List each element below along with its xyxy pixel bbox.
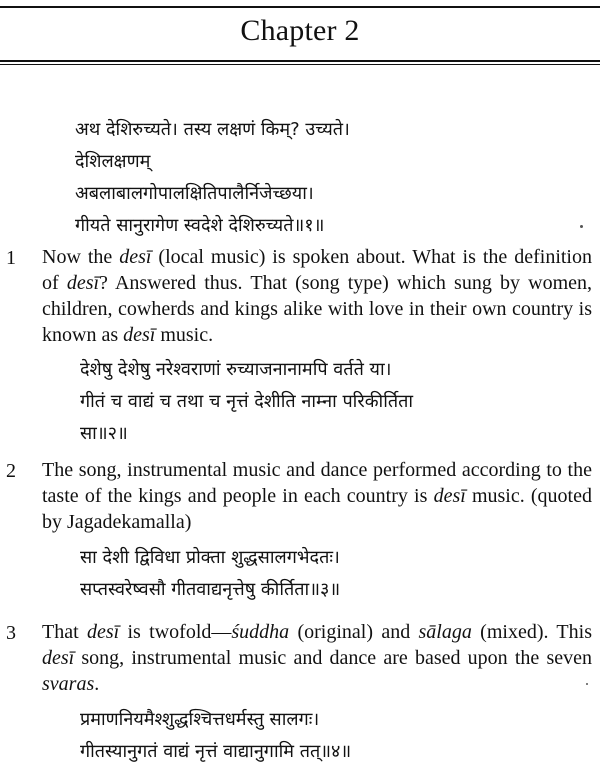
paragraph-text: The song, instrumental music and dance performed according to the taste of the kings and people in each country is [42, 459, 592, 507]
translation-paragraph [42, 619, 592, 697]
chapter-title: Chapter 2 [240, 14, 360, 47]
paragraph-text: music. [155, 324, 214, 346]
paragraph-text: Now the [42, 246, 120, 268]
print-speck [586, 683, 588, 685]
sanskrit-line: सप्तस्वरेष्वसौ गीतवाद्यनृत्तेषु कीर्तिता॥३॥ [80, 579, 341, 600]
sanskrit-verse-1 [75, 114, 585, 242]
sanskrit-line: गीतं च वाद्यं च तथा च नृत्तं देशीति नाम्ना परिकीर्तिता [80, 391, 414, 412]
paragraph-text: is twofold— [119, 621, 232, 643]
paragraph-text: ? Answered thus. That (song type) which sung by women, children, cowherds and kings alike with love in their own country is known as [42, 272, 592, 346]
title-rule [0, 60, 600, 62]
italic-term: desī [86, 621, 120, 643]
sanskrit-line: अबलाबालगोपालक्षितिपालैर्निजेच्छया। [75, 183, 314, 204]
paragraph-text: song, instrumental music and dance are based upon the seven [74, 647, 592, 669]
paragraph-text: (mixed). This [471, 621, 592, 643]
italic-term: desī [66, 272, 100, 294]
paragraph-text: (original) and [289, 621, 419, 643]
italic-term: śuddha [231, 621, 290, 643]
italic-term: sālaga [418, 621, 472, 643]
sanskrit-line: सा॥२॥ [80, 423, 128, 444]
sanskrit-line: देशेषु देशेषु नरेश्वराणां रुच्याजनानामपि वर्तते या। [80, 359, 392, 380]
italic-term: desī [433, 485, 466, 507]
paragraph-text: (local music) is spoken about. What is the definition of [42, 246, 592, 294]
italic-term: desī [42, 647, 75, 669]
verse-number: 2 [6, 460, 16, 482]
print-speck [580, 225, 583, 228]
paragraph-text: music. (quoted by Jagadekamalla) [42, 485, 592, 533]
paragraph-text: . [94, 673, 100, 695]
sanskrit-line: देशिलक्षणम् [75, 151, 151, 172]
sanskrit-verse-3 [80, 542, 590, 606]
verse-number: 1 [6, 247, 16, 269]
italic-term: svaras [42, 673, 95, 695]
sanskrit-line: गीयते सानुरागेण स्वदेशे देशिरुच्यते॥१॥ [75, 215, 325, 236]
sanskrit-verse-2 [80, 354, 590, 450]
sanskrit-verse-4 [80, 704, 590, 768]
title-rule-thin [0, 64, 600, 65]
top-rule [0, 6, 600, 8]
italic-term: desī [123, 324, 156, 346]
italic-term: desī [119, 246, 152, 268]
sanskrit-line: अथ देशिरुच्यते। तस्य लक्षणं किम्? उच्यते। [75, 119, 350, 140]
translation-paragraph [42, 244, 592, 348]
verse-number: 3 [6, 622, 16, 644]
translation-paragraph [42, 457, 592, 535]
paragraph-text: That [42, 621, 87, 643]
sanskrit-line: प्रमाणनियमैश्शुद्धश्चित्तधर्मस्तु सालगः। [80, 709, 320, 730]
sanskrit-line: गीतस्यानुगतं वाद्यं नृत्तं वाद्यानुगामि तत्॥४॥ [80, 741, 352, 762]
sanskrit-line: सा देशी द्विविधा प्रोक्ता शुद्धसालगभेदतः। [80, 547, 340, 568]
